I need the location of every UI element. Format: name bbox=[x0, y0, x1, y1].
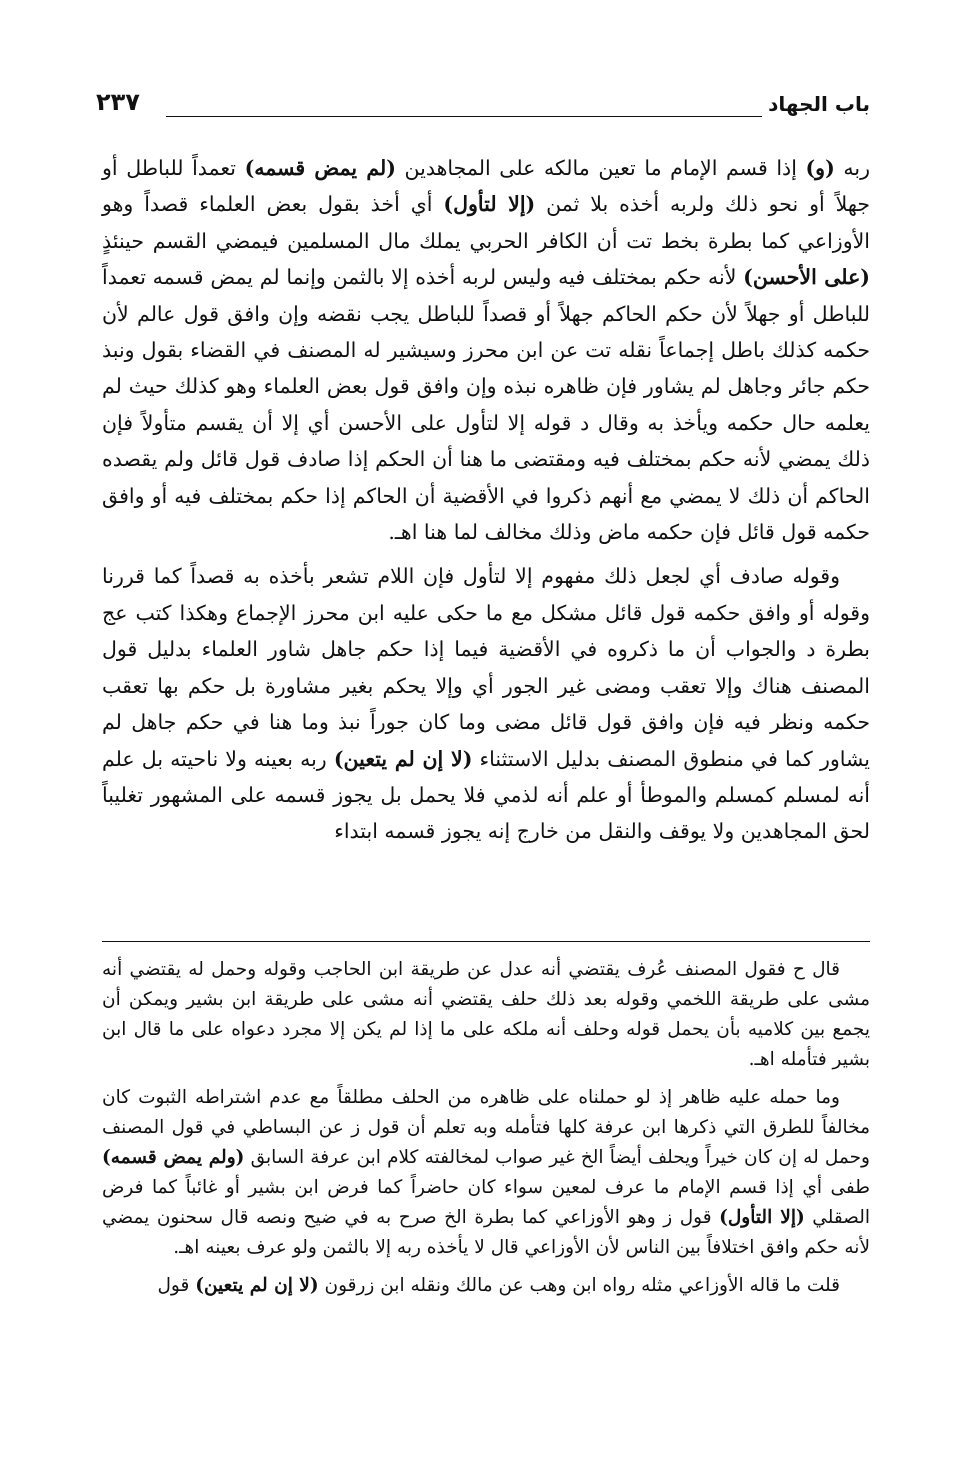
text-run: وقوله صادف أي لجعل ذلك مفهوم إلا لتأول فإن اللام تشعر بأخذه به قصداً كما قررنا وقوله أو وافق حكمه قول قائل مشكل مع ما حكى عليه ابن محرز الإجماع وهكذا كتب عج بطرة د والجواب أن ما ذكروه في الأقضية فيما إذا حكم جاهل شاور العلماء بدليل قول المصنف هناك وإلا تعقب ومضى غير الجور أي وإلا يحكم بغير مشاورة بل حكم بها تعقب حكمه ونظر فيه فإن وافق قول قائل مضى وما كان جوراً نبذ وما هنا في حكم جاهل لم يشاور كما في منطوق المصنف بدليل الاستثناء bbox=[102, 564, 870, 771]
matn-quote: (ولم يمض قسمه) bbox=[102, 1147, 245, 1168]
text-run: وما حمله عليه ظاهر إذ لو حملناه على ظاهره من الحلف مطلقاً مع عدم اشتراطه الثبوت كان مخالفاً للطرق التي ذكرها ابن عرفة كلها فتأمله وبه تعلم أن قول ز عن البساطي في قول المصنف وحمل له إن كان خيراً ويحلف أيضاً الخ غير صواب لمخالفته كلام ابن عرفة السابق bbox=[102, 1087, 870, 1168]
header-rule bbox=[166, 116, 762, 117]
footnotes bbox=[102, 955, 870, 1301]
footnote-separator bbox=[102, 941, 870, 942]
chapter-title: باب الجهاد bbox=[768, 92, 870, 116]
text-run: قول bbox=[157, 1275, 196, 1296]
text-run: ربه bbox=[834, 156, 870, 180]
footnote-paragraph-3 bbox=[102, 1271, 870, 1301]
matn-quote: (إلا التأول) bbox=[719, 1207, 805, 1228]
matn-quote: (لا إن لم يتعين) bbox=[195, 1275, 319, 1296]
matn-quote: (على الأحسن) bbox=[743, 265, 871, 290]
page-header bbox=[96, 88, 870, 128]
matn-quote: (و) bbox=[805, 156, 835, 180]
footnote-paragraph-1 bbox=[102, 955, 870, 1075]
page-number: ٢٣٧ bbox=[96, 88, 140, 116]
main-text bbox=[102, 150, 870, 850]
footnote-paragraph-2 bbox=[102, 1083, 870, 1263]
text-run: قول ز وهو الأوزاعي كما بطرة الخ صرح به في ضيح ونصه قال سحنون يمضي لأنه حكم وافق اختلافاً بين الناس لأن الأوزاعي قال لا يأخذه ربه إلا بالثمن ولو عرف بعينه اهـ. bbox=[102, 1207, 870, 1258]
matn-quote: (لم يمض قسمه) bbox=[244, 156, 396, 180]
matn-quote: (إلا لتأول) bbox=[443, 192, 536, 217]
main-paragraph-2 bbox=[102, 558, 870, 849]
text-run: قال ح فقول المصنف عُرف يقتضي أنه عدل عن طريقة ابن الحاجب وقوله وحمل له يقتضي أنه مشى على طريقة اللخمي وقوله بعد ذلك حلف يقتضي أنه مشى على طريقة ابن بشير ويمكن أن يجمع بين كلاميه بأن يحمل قوله وحلف أنه ملكه على ما إذا لم يكن إلا مجرد دعواه على ما قال ابن بشير فتأمله اهـ. bbox=[102, 959, 870, 1070]
text-run: ربه بعينه ولا ناحيته بل علم أنه لمسلم كمسلم والموطأ أو علم أنه لذمي فلا يحمل بل يجوز قسمه على المشهور تغليباً لحق المجاهدين ولا يوقف والنقل من خارج إنه يجوز قسمه ابتداء bbox=[102, 746, 870, 844]
text-run: تعمداً للباطل أو جهلاً أو نحو ذلك ولربه أخذه بلا ثمن bbox=[102, 156, 870, 217]
main-paragraph-1 bbox=[102, 150, 870, 550]
text-run: إذا قسم الإمام ما تعين مالكه على المجاهدين bbox=[395, 156, 806, 180]
text-run: قلت ما قاله الأوزاعي مثله رواه ابن وهب عن مالك ونقله ابن زرقون bbox=[318, 1275, 840, 1296]
text-run: لأنه حكم بمختلف فيه وليس لربه أخذه إلا بالثمن وإنما لم يمض قسمه تعمداً للباطل أو جهلاً لأن حكم الحاكم جهلاً أو قصداً للباطل يجب نقضه وإن وافق قول عالم لأن حكمه كذلك باطل إجماعاً نقله تت عن ابن محرز وسيشير له المصنف في القضاء بقول ونبذ حكم جائر وجاهل لم يشاور فإن ظاهره نبذه وإن وافق قول بعض العلماء وهو كذلك حيث لم يعلمه حال حكمه ويأخذ به وقال د قوله إلا لتأول على الأحسن أي إلا أن يقسم متأولاً فإن ذلك يمضي لأنه حكم بمختلف فيه ومقتضى ما هنا أن الحكم إذا صادف قول قائل ولم يقصده الحاكم أن ذلك لا يمضي مع أنهم ذكروا في الأقضية أن الحاكم إذا حكم بمختلف فيه أو وافق حكمه قول قائل فإن حكمه ماض وذلك مخالف لما هنا اهـ. bbox=[102, 265, 870, 545]
text-run: طفى أي إذا قسم الإمام ما عرف لمعين سواء كان حاضراً كما فرض ابن بشير أو غائباً كما فرض الصقلي bbox=[102, 1177, 871, 1228]
matn-quote: (لا إن لم يتعين) bbox=[333, 746, 473, 771]
text-run: أي أخذ بقول بعض العلماء قصداً وهو الأوزاعي كما بطرة بخط تت أن الكافر الحربي يملك مال المسلمين فيمضي القسم حينئذٍ bbox=[102, 192, 870, 253]
